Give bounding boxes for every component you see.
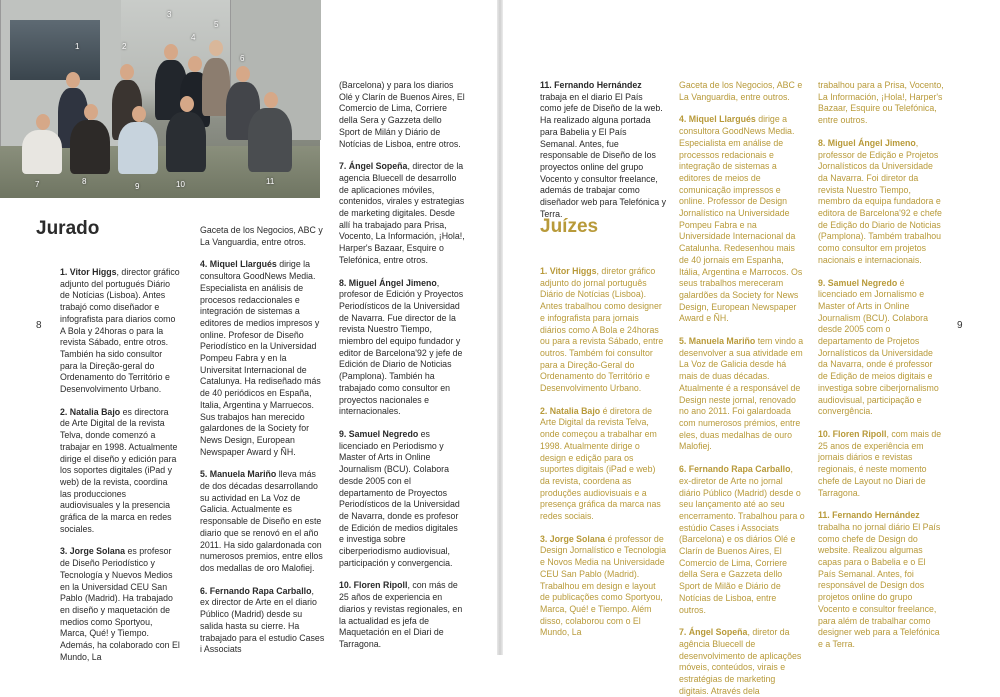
juror-entry: 6. Fernando Rapa Carballo, ex director de Arte en el diario Público (Madrid) desde su salida hasta su cierre. Ha trabajado para el estudio Cases i Associats — [200, 585, 325, 655]
photo-number-6: 6 — [240, 54, 245, 63]
person-3-head — [164, 44, 178, 60]
photo-number-9: 9 — [135, 182, 140, 191]
left-column-3 — [339, 80, 465, 649]
photo-number-11: 11 — [266, 177, 275, 186]
page-gutter — [497, 0, 503, 655]
juror-entry: (Barcelona) y para los diarios Olé y Clarín de Buenos Aires, El Comercio de Lima, Corriere della Sera y Gazzeta dello Sport de Milán y Diário de Notícias de Lisboa, entre otros. — [339, 80, 465, 149]
page-number-left: 8 — [36, 320, 42, 331]
juror-entry: 4. Miquel Llargués dirige a consultora GoodNews Media. Especialista em análise de processos redacionais e integração de sistemas a editores de meios de comunicação impressos e online. Professor de Design Jornalístico na Universidade Pompeu Fabra e na Universidade Internacional da Catalunha. Redesenhou mais de 40 jornais em Espanha, Itália, Argentina e Marrocos. Os seus trabalhos mereceram galardões da Society for News Design, European Newspaper Award e ÑH. — [679, 114, 803, 324]
person-4-head — [188, 56, 202, 72]
person-8 — [70, 120, 110, 174]
juror-entry: trabalhou para a Prisa, Vocento, La Información, ¡Hola!, Harper's Bazaar, Esquire ou Telefónica, entre outros. — [818, 80, 944, 126]
person-7-head — [36, 114, 50, 130]
juror-entry: 4. Miquel Llargués dirige la consultora GoodNews Media. Especialista en análisis de procesos redaccionales e integración de sistemas a editores de medios impresos y online. Profesor de Diseño Periodístico en la Universidad Pompeu Fabra y en la Universitat Internacional de Catalunya. Ha rediseñado más de 40 periódicos en España, Italia, Argentina y Marruecos. Sus trabajos han merecido galardones de la Society for News Design, European Newspaper Award y ÑH. — [200, 259, 321, 457]
person-10-head — [180, 96, 194, 112]
juror-entry: 3. Jorge Solana es profesor de Diseño Periodístico y Tecnología y Nuevos Medios en la Universidad CEU San Pablo (Madrid). Ha trabajado en diseño y maquetación de medios como Sportyou, Marca, Qué! y Tiempo. Además, ha colaborado con El Mundo, La — [60, 546, 180, 662]
photo-number-5: 5 — [214, 20, 219, 29]
building-window — [10, 20, 100, 80]
person-11 — [248, 108, 292, 172]
juror-entry: Gaceta de los Negocios, ABC y La Vanguardia, entre otros. — [200, 225, 323, 247]
page-title-jurado: Jurado — [36, 218, 100, 239]
juror-entry: 9. Samuel Negredo es licenciado en Periodismo y Master of Arts in Online Journalism (BCU). Colabora desde 2005 con el departamento de Proyectos Periodísticos de la Universidad de Navarra, donde es profesor de Edición de medios digitales e investiga sobre ciberperiodismo audiovisual, participación y convergencia. — [339, 428, 460, 568]
person-6-head — [236, 66, 250, 82]
juror-entry: 10. Floren Ripoll, com mais de 25 anos de experiência em jornais diários e revistas regionais, é neste momento chefe de Layout no Diari de Tarragona. — [818, 428, 942, 498]
person-9-head — [132, 106, 146, 122]
juror-entry: 7. Ángel Sopeña, director de la agencia Bluecell de desarrollo de aplicaciones móviles, contenidos, virales y estrategias de marketing digitales. Desde allí ha trabajado para Prisa, Vocento, La Información, ¡Hola!, Harper's Bazaar, Esquire o Telefónica, entre otros. — [339, 161, 465, 265]
left-column-1 — [60, 267, 180, 662]
left-column-2 — [200, 225, 325, 655]
right-column-2 — [679, 80, 805, 696]
juror-entry: 6. Fernando Rapa Carballo, ex-diretor de Arte no jornal diário Público (Madrid) desde o seu lançamento até ao seu encerramento. Trabalhou para o estúdio Cases i Associats (Barcelona) e os diários Olé e Clarín de Buenos Aires, El Comercio de Lima, Corriere della Sera e Gazzeta dello Sport de Milão e Diário de Notícias de Lisboa, entre outros. — [679, 464, 805, 615]
juror-entry: Gaceta de los Negocios, ABC e La Vanguardia, entre outros. — [679, 80, 803, 102]
photo-number-3: 3 — [167, 10, 172, 19]
juror-entry: 1. Vitor Higgs, director gráfico adjunto del portugués Diário de Notícias (Lisboa). Antes trabajó como diseñador e infografista para diarios como A Bola y 24horas o para la revista Sábado, entre otros. También ha sido consultor para la Direção-geral do Ordenamento do Território e Desenvolvimento Urbano. — [60, 267, 180, 395]
photo-number-4: 4 — [191, 33, 196, 42]
page-title-juizes: Juízes — [540, 216, 599, 237]
right-column-1 — [540, 266, 666, 652]
juror-entry: 8. Miguel Ángel Jimeno, professor de Edição e Projetos Jornalísticos da Universidade da Navarra. Foi diretor da revista Nuestro Tiempo, membro da equipa fundadora e editora de Barcelona'92 e chefe de Edição do Diario de Noticias (Pamplona). Também trabalhou como consultor em projetos nacionais e internacionais. — [818, 137, 942, 265]
juror-entry: 8. Miguel Ángel Jimeno, profesor de Edición y Proyectos Periodísticos de la Universidad de Navarra. Fue director de la revista Nuestro Tiempo, miembro del equipo fundador y editor de Barcelona'92 y jefe de Edición de Diario de Noticias (Pamplona). También ha trabajado como consultor en proyectos nacionales e internacionales. — [339, 277, 464, 417]
photo-number-2: 2 — [122, 42, 127, 51]
person-7 — [22, 130, 62, 174]
page-number-right: 9 — [957, 320, 963, 331]
juror-entry: 3. Jorge Solana é professor de Design Jornalístico e Tecnologia e Novos Media na Universidade CEU San Pablo (Madrid). Trabalhou em design e layout de publicações como Sportyou, Marca, Qué! e Tiempo. Além disso, colaborou com o El Mundo, La — [540, 533, 666, 638]
juror-entry: 7. Ángel Sopeña, diretor da agência Bluecell de desenvolvimento de aplicações móveis, conteúdos, virais e estratégias de marketing digitais. Através dela — [679, 627, 802, 696]
person-11-head — [264, 92, 278, 108]
juror-entry: 1. Vitor Higgs, diretor gráfico adjunto do jornal português Diário de Notícias (Lisboa). Antes trabalhou como designer e infografista para jornais diários como A Bola e 24horas ou para a revista Sábado, entre outros. Também foi consultor para a Direção-Geral do Ordenamento do Território e Desenvolvimento Urbano. — [540, 266, 664, 394]
right-column-0 — [540, 80, 667, 219]
right-column-3 — [818, 80, 944, 649]
juror-entry: 11. Fernando Hernández trabaja en el diario El País como jefe de Diseño de la web. Ha realizado alguna portada para Babelia y El País Semanal. Antes, fue responsable de Diseño de los proyectos online del grupo Vocento y consultor freelance, además de trabajar como diseñador web para Telefónica y Terra. — [540, 80, 667, 219]
person-2-head — [120, 64, 134, 80]
jury-group-photo — [0, 0, 320, 198]
photo-number-1: 1 — [75, 42, 80, 51]
photo-number-7: 7 — [35, 180, 40, 189]
juror-entry: 5. Manuela Mariño tem vindo a desenvolver a sua atividade em La Voz de Galicia desde há mais de duas décadas. Atualmente é a responsável de Design neste jornal, renovado no ano 2011. Foi galardoada com numerosos prémios, entre eles, duas medalhas de ouro Malofiej. — [679, 336, 804, 452]
person-1-head — [66, 72, 80, 88]
person-8-head — [84, 104, 98, 120]
person-5-head — [209, 40, 223, 56]
juror-entry: 2. Natalia Bajo é diretora de Arte Digital da revista Telva, onde começou a trabalhar em 1998. Atualmente dirige o design e edição para os suportes digitais (iPad e web) da revista, coordena as produções audiovisuais e a presença gráfica da marca nas redes sociais. — [540, 405, 661, 522]
person-9 — [118, 122, 158, 174]
photo-number-8: 8 — [82, 177, 87, 186]
juror-entry: 9. Samuel Negredo é licenciado em Jornalismo e Master of Arts in Online Journalism (BCU). Colabora desde 2005 com o departamento de Projetos Jornalísticos da Universidade da Navarra, onde é professor de Edição de meios digitais e investiga sobre ciberjornalismo audiovisual, participação e convergência. — [818, 277, 939, 417]
juror-entry: 5. Manuela Mariño lleva más de dos décadas desarrollando su actividad en La Voz de Galicia. Actualmente es responsable de Diseño en este diario que se renovó en el año 2011. Ha sido galardonada con numerosos premios, entre ellos dos medallas de oro Malofiej. — [200, 469, 323, 573]
juror-entry: 10. Floren Ripoll, con más de 25 años de experiencia en diarios y revistas regionales, en la actualidad es jefa de Maquetación en el Diari de Tarragona. — [339, 580, 463, 649]
photo-number-10: 10 — [176, 180, 185, 189]
person-10 — [166, 112, 206, 172]
juror-entry: 11. Fernando Hernández trabalha no jornal diário El País como chefe de Design do website. Realizou algumas capas para o Babelia e o El País Semanal. Antes, foi responsável de Design dos projetos online do grupo Vocento e consultor freelance, para além de trabalhar como designer web para a Telefónica e a Terra. — [818, 510, 941, 649]
juror-entry: 2. Natalia Bajo es directora de Arte Digital de la revista Telva, donde comenzó a trabajar en 1998. Actualmente dirige el diseño y edición para los soportes digitales (iPad y web) de la revista, coordina las producciones audiovisuales y la presencia gráfica de la marca en redes sociales. — [60, 406, 178, 534]
